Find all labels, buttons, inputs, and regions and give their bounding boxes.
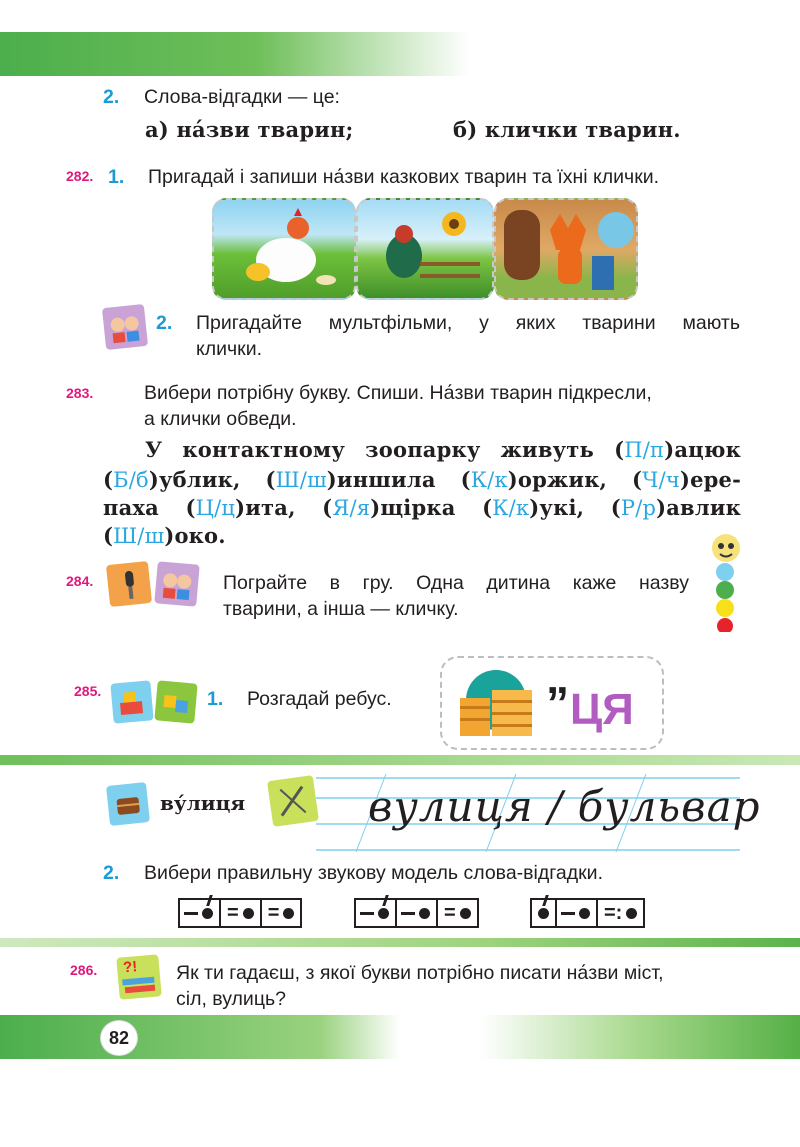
- syllable-cell: =: [262, 900, 301, 926]
- exercise-text: Пограйте в гру. Одна дитина каже назву: [223, 572, 689, 594]
- hen-illustration: [214, 200, 354, 298]
- picture-hen: [212, 198, 356, 300]
- letter-choice: Р/р: [620, 496, 657, 520]
- syllable-cell: =: [438, 900, 477, 926]
- task-text: Слова-відгадки — це:: [144, 86, 340, 108]
- letter-choice: Ц/ц: [195, 496, 236, 520]
- syllable-cell: =: [221, 900, 262, 926]
- subtask-number: 1.: [108, 166, 125, 188]
- syllable-cell: [557, 900, 598, 926]
- picture-fox: [494, 198, 638, 300]
- pencil-icon: [267, 775, 319, 827]
- sound-model-1[interactable]: [178, 898, 302, 928]
- text-span: (: [103, 523, 114, 548]
- syllable-cell: [397, 900, 438, 926]
- exercise-number-285: 285.: [74, 683, 102, 699]
- rebus-quotes: „: [546, 651, 569, 703]
- exercise-number-286: 286.: [70, 962, 98, 978]
- exercise-number-284: 284.: [66, 573, 94, 589]
- exercise-paragraph-line: [145, 436, 741, 464]
- sound-model-3[interactable]: [530, 898, 645, 928]
- option-a: а) на́зви тварин;: [145, 117, 354, 142]
- page-number: 82: [100, 1020, 138, 1056]
- header-band: [0, 32, 470, 76]
- exercise-text: а клички обведи.: [144, 408, 297, 430]
- letter-choice: Ш/ш: [113, 524, 165, 548]
- exercise-text: клички.: [196, 338, 263, 360]
- letter-choice: Ш/ш: [275, 468, 327, 492]
- rooster-illustration: [358, 200, 492, 298]
- subtask-number: 2.: [156, 312, 173, 334]
- exercise-text: Вибери правильну звукову модель слова-відгадки.: [144, 862, 603, 884]
- exercise-text: Пригадай і запиши на́зви казкових тварин та їхні клички.: [148, 166, 660, 188]
- text-span: паха (: [103, 495, 196, 520]
- divider-band-2: [0, 938, 800, 947]
- microphone-icon: [106, 561, 152, 607]
- handwriting-lines: [316, 774, 761, 852]
- vocabulary-word: ву́лиця: [160, 791, 246, 815]
- traffic-light-decoration: [706, 528, 746, 632]
- handwriting-sample: вулиця / бульвар: [368, 782, 761, 831]
- option-b: б) клички тварин.: [453, 117, 681, 142]
- syllable-cell: [180, 900, 221, 926]
- rebus-letters: ЦЯ: [570, 685, 634, 734]
- exercise-text: тварини, а інша — кличку.: [223, 598, 459, 620]
- text-span: )оржик, (: [507, 467, 643, 492]
- books-question-icon: [116, 954, 162, 1000]
- bee-icon: [706, 528, 746, 632]
- chest-icon: [106, 782, 150, 826]
- syllable-cell: [532, 900, 557, 926]
- rebus-box: [440, 651, 664, 750]
- exercise-text: Пригадайте мультфільми, у яких тварини мають: [196, 312, 740, 334]
- letter-choice: Б/б: [113, 468, 149, 492]
- text-span: )щірка (: [370, 495, 493, 520]
- letter-choice: К/к: [492, 496, 530, 520]
- exercise-text: сіл, вулиць?: [176, 988, 286, 1010]
- pair-work-icon: [102, 304, 148, 350]
- task-number: 2.: [103, 86, 120, 108]
- divider-band: [0, 755, 800, 765]
- exercise-number-283: 283.: [66, 385, 94, 401]
- text-span: )ере-: [679, 467, 741, 492]
- syllable-cell: [356, 900, 397, 926]
- text-span: )око.: [164, 523, 226, 548]
- exercise-text: Розгадай ребус.: [247, 688, 392, 710]
- text-span: )укі, (: [529, 495, 621, 520]
- pair-work-icon: [154, 561, 200, 607]
- exercise-number-282: 282.: [66, 168, 94, 184]
- question-badge: ?!: [122, 958, 139, 977]
- letter-choice: П/п: [624, 438, 665, 462]
- text-span: У контактному зоопарку живуть (: [145, 437, 625, 462]
- letter-choice: Я/я: [332, 496, 371, 520]
- text-span: )ублик, (: [148, 467, 276, 492]
- beehives-icon: [452, 666, 540, 742]
- exercise-paragraph-line: [103, 494, 741, 522]
- text-span: )авлик: [656, 495, 741, 520]
- text-span: )ита, (: [235, 495, 333, 520]
- letter-choice: Ч/ч: [642, 468, 680, 492]
- blocks-icon: [110, 680, 153, 723]
- exercise-text: Вибери потрібну букву. Спиши. На́зви тварин підкресли,: [144, 382, 652, 404]
- fox-illustration: [496, 200, 636, 298]
- sound-model-2[interactable]: [354, 898, 479, 928]
- text-span: (: [103, 467, 114, 492]
- picture-rooster: [356, 198, 494, 300]
- exercise-paragraph-line: [103, 466, 741, 494]
- exercise-paragraph-line: [103, 522, 226, 550]
- letter-choice: К/к: [470, 468, 508, 492]
- letter-cubes-icon: [154, 680, 197, 723]
- syllable-cell: =:: [598, 900, 643, 926]
- subtask-number: 2.: [103, 862, 120, 884]
- text-span: )ацюк: [664, 437, 741, 462]
- subtask-number: 1.: [207, 688, 224, 710]
- text-span: )иншила (: [326, 467, 471, 492]
- exercise-text: Як ти гадаєш, з якої букви потрібно писати на́зви міст,: [176, 962, 664, 984]
